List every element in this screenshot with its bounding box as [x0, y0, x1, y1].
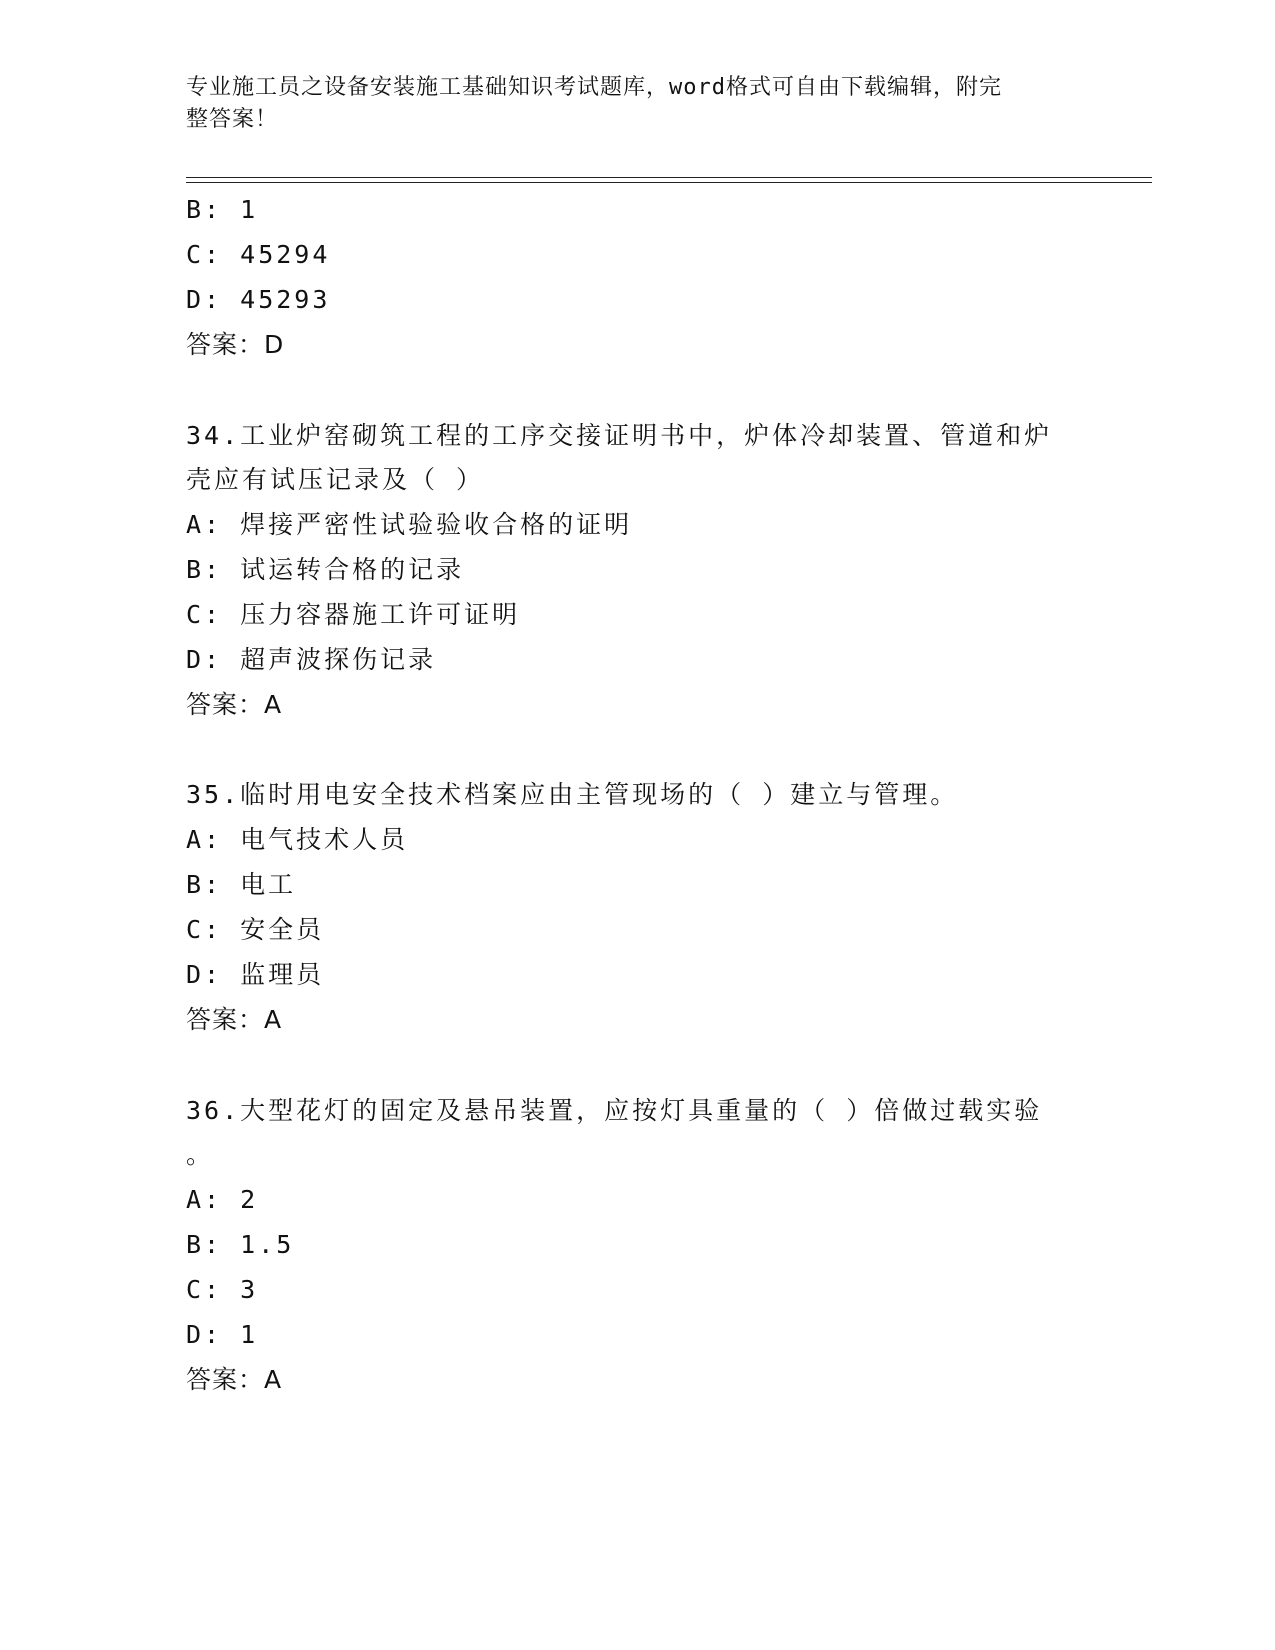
q34-answer: 答案：A — [186, 690, 283, 719]
q34-stem-line-1: 34.工业炉窑砌筑工程的工序交接证明书中，炉体冷却装置、管道和炉 — [186, 421, 1053, 450]
q34-option-c: C: 压力容器施工许可证明 — [186, 600, 521, 629]
q33-option-b: B: 1 — [186, 195, 259, 224]
q35-option-a: A: 电气技术人员 — [186, 825, 409, 854]
q36-option-d: D: 1 — [186, 1320, 259, 1349]
q35-answer: 答案：A — [186, 1005, 283, 1034]
q35-option-b: B: 电工 — [186, 870, 297, 899]
q36-option-b: B: 1.5 — [186, 1230, 295, 1259]
q35-option-d: D: 监理员 — [186, 960, 325, 989]
q33-answer: 答案：D — [186, 330, 285, 359]
header-line-2: 整答案！ — [186, 107, 279, 132]
q36-stem-line-2: 。 — [186, 1140, 215, 1169]
header-divider-bottom — [186, 182, 1152, 183]
q34-option-a: A: 焊接严密性试验验收合格的证明 — [186, 510, 633, 539]
q34-option-b: B: 试运转合格的记录 — [186, 555, 465, 584]
document-header — [186, 72, 1066, 136]
q35-option-c: C: 安全员 — [186, 915, 325, 944]
q36-answer: 答案：A — [186, 1365, 283, 1394]
q33-option-c: C: 45294 — [186, 240, 331, 269]
q34-option-d: D: 超声波探伤记录 — [186, 645, 437, 674]
header-divider-top — [186, 177, 1152, 178]
q34-stem-line-2: 壳应有试压记录及（ ） — [186, 465, 485, 494]
q36-option-a: A: 2 — [186, 1185, 259, 1214]
q36-stem-line-1: 36.大型花灯的固定及悬吊装置，应按灯具重量的（ ）倍做过载实验 — [186, 1096, 1043, 1125]
q35-stem-line-1: 35.临时用电安全技术档案应由主管现场的（ ）建立与管理。 — [186, 780, 959, 809]
q33-option-d: D: 45293 — [186, 285, 331, 314]
q36-option-c: C: 3 — [186, 1275, 259, 1304]
header-line-1: 专业施工员之设备安装施工基础知识考试题库，word格式可自由下载编辑，附完 — [186, 75, 1002, 100]
